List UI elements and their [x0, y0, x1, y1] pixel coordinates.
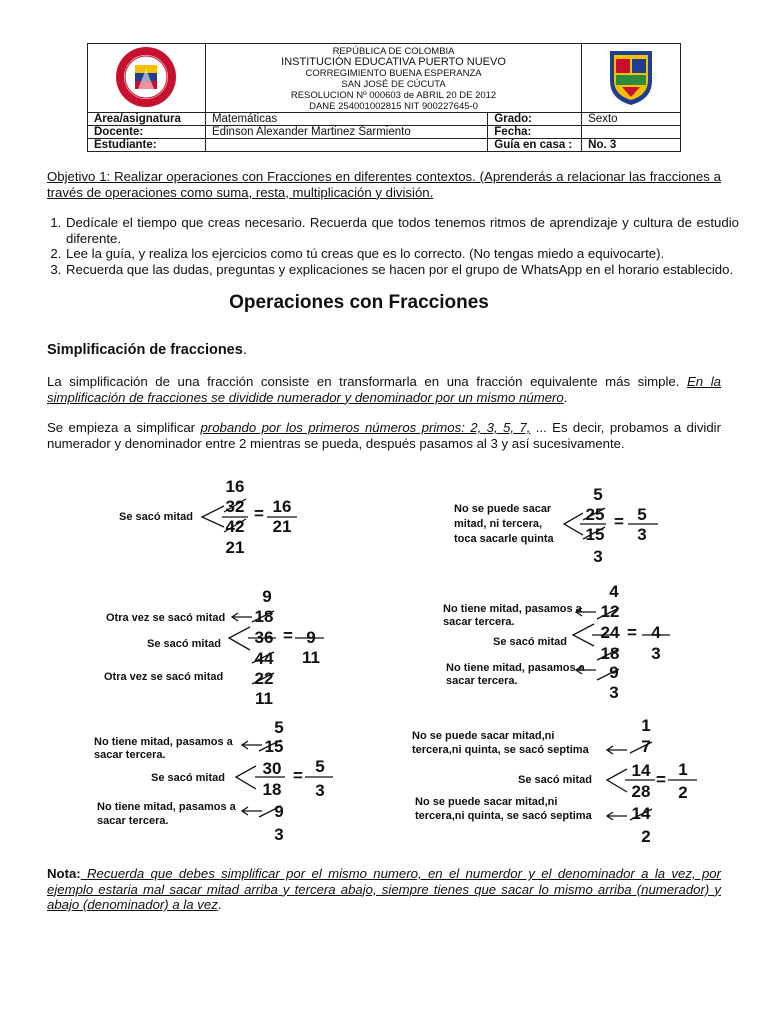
ex5-n2: 15: [264, 737, 284, 756]
ex6-label-top-2: tercera,ni quinta, se sacó septima: [412, 744, 589, 756]
guia-label: Guía en casa :: [488, 139, 582, 152]
ex3-num: 36: [254, 628, 274, 647]
dane-line: DANE 254001002815 NIT 900227645-0: [309, 101, 478, 112]
docente-label: Docente:: [88, 126, 206, 139]
school-logo-cell: [88, 44, 206, 113]
ex5-label-top-2: sacar tercera.: [94, 749, 166, 761]
ex5-label-bot-2: sacar tercera.: [97, 815, 169, 827]
ex1-result-num: 16: [272, 497, 292, 516]
ex2-label-2: mitad, ni tercera,: [454, 518, 543, 530]
rule-item: 2. Lee la guía, y realiza los ejercicios como tú creas que es lo correcto. (No tengas miedo a equivocarte).: [65, 246, 739, 262]
rule-item: 1. Dedícale el tiempo que creas necesario. Recuerda que todos tenemos ritmos de aprendizaje y cultura de estudio diferente.: [65, 215, 739, 246]
ex5-equals: =: [293, 766, 303, 785]
objective-text: Objetivo 1: Realizar operaciones con Fracciones en diferentes contextos. (Aprenderás a relacionar las fracciones a través de operaciones como suma, resta, multiplicación y división.: [47, 169, 721, 200]
ex2-equals: =: [614, 512, 624, 531]
fecha-label: Fecha:: [488, 126, 582, 139]
ex5-n1: 5: [274, 718, 284, 737]
ex5-d1: 3: [274, 825, 284, 844]
section-subtitle-text: Simplificación de fracciones: [47, 342, 243, 358]
ex3-n2: 18: [254, 607, 274, 626]
ex3-d1: 11: [255, 689, 273, 708]
ex4-label-bot-2: sacar tercera.: [446, 675, 518, 687]
institution-info: [205, 44, 581, 113]
ex5-label-bot-1: No tiene mitad, pasamos a: [97, 801, 236, 813]
definition-emphasis: En la simplificación de fracciones se dividide numerador y denominador por un mismo número: [47, 374, 721, 405]
ex4-d1: 3: [609, 683, 619, 702]
district-line: CORREGIMIENTO BUENA ESPERANZA: [305, 68, 482, 79]
ex1-bottom: 21: [225, 538, 245, 557]
note-end: .: [217, 897, 222, 912]
ex5-label-top-1: No tiene mitad, pasamos a: [94, 736, 233, 748]
ex5-num: 30: [262, 759, 282, 778]
ex3-d2: 22: [254, 669, 274, 688]
ex4-den: 18: [600, 644, 620, 663]
definition-plain: La simplificación de una fracción consiste en transformarla en una fracción equivalente más simple.: [47, 374, 687, 389]
ex4-n1: 4: [609, 582, 619, 601]
ex6-d1: 2: [641, 827, 651, 846]
note-paragraph: [47, 866, 721, 913]
ex2-num: 25: [585, 505, 605, 524]
ex2-result-num: 5: [637, 505, 647, 524]
definition-paragraph: [47, 374, 721, 405]
ex1-top: 16: [225, 477, 245, 496]
ex6-label-bot-1: No se puede sacar mitad,ni: [415, 796, 558, 808]
grado-value: Sexto: [582, 113, 681, 126]
page-title: Operaciones con Fracciones: [229, 292, 489, 313]
ex5-label-mid: Se sacó mitad: [151, 772, 225, 784]
estudiante-value: [205, 139, 487, 152]
ex6-label-mid: Se sacó mitad: [518, 774, 592, 786]
ex6-n2: 7: [641, 737, 651, 756]
ex5-d2: 9: [274, 802, 284, 821]
resolution-line: RESOLUCION Nº 000603 de ABRIL 20 DE 2012: [290, 90, 497, 101]
ex6-result-num: 1: [678, 760, 688, 779]
method-start: Se empieza a simplificar: [47, 420, 201, 435]
ex3-result-num: 9: [306, 628, 316, 647]
ex3-equals: =: [283, 626, 293, 645]
definition-end: .: [563, 389, 568, 405]
ex1-label: Se sacó mitad: [119, 511, 193, 523]
ex2-result-den: 3: [637, 525, 647, 544]
ex1-result-den: 21: [272, 517, 292, 536]
ex6-label-top-1: No se puede sacar mitad,ni: [412, 730, 555, 742]
ex3-label-top: Otra vez se sacó mitad: [106, 612, 226, 624]
ex4-equals: =: [627, 623, 637, 642]
country-line: REPÚBLICA DE COLOMBIA: [332, 46, 455, 57]
ex4-label-top-1: No tiene mitad, pasamos a: [443, 603, 582, 615]
ex5-den: 18: [262, 780, 282, 799]
ex6-num: 14: [631, 761, 651, 780]
city-line: SAN JOSÉ DE CÚCUTA: [341, 79, 446, 90]
ex3-den: 44: [254, 649, 274, 668]
ex4-label-mid: Se sacó mitad: [493, 636, 567, 648]
ex2-label-3: toca sacarle quinta: [454, 533, 554, 545]
docente-value: Edinson Alexander Martinez Sarmiento: [205, 126, 487, 139]
method-emphasis: probando por los primeros números primos: 2, 3, 5, 7,: [200, 420, 531, 435]
ex1-equals: =: [254, 504, 264, 523]
fecha-value: [582, 126, 681, 139]
rule-item: 3. Recuerda que las dudas, preguntas y explicaciones se hacen por el grupo de WhatsApp en el horario establecido.: [65, 262, 739, 278]
rules-list: [47, 215, 739, 277]
ex4-num: 24: [600, 623, 620, 642]
ex6-d2: 14: [631, 804, 651, 823]
note-text: Recuerda que debes simplificar por el mismo numero, en el numerdor y el denominador a la vez, por ejemplo estaria mal sacar mitad arriba y tercera abajo, siempre tienes que sacar lo mismo arriba (numerador) y abajo (denominador) a la vez: [47, 866, 721, 912]
header-table: [87, 43, 681, 152]
ex6-result-den: 2: [678, 783, 688, 802]
ex6-n1: 1: [641, 716, 651, 735]
institution-name: INSTITUCIÓN EDUCATIVA PUERTO NUEVO: [281, 56, 506, 68]
ex4-n2: 12: [600, 602, 620, 621]
ex3-result-den: 11: [302, 648, 320, 667]
ex3-label-mid: Se sacó mitad: [147, 638, 221, 650]
method-end: ... Es decir, probamos a dividir numerador y denominador entre 2 mientras se pueda, después pasamos al 3 y así sucesivamente.: [47, 420, 722, 451]
ex5-result-den: 3: [315, 781, 325, 800]
section-subtitle: [47, 342, 247, 358]
estudiante-label: Estudiante:: [88, 139, 206, 152]
ex3-n1: 9: [262, 587, 272, 606]
ex6-den: 28: [631, 782, 651, 801]
ex1-num: 32: [225, 497, 245, 516]
grado-label: Grado:: [488, 113, 582, 126]
school-logo: [114, 45, 178, 109]
ex2-top: 5: [593, 485, 603, 504]
ex4-result-num: 4: [651, 623, 661, 642]
ex2-bottom: 3: [593, 547, 603, 566]
note-label: Nota:: [47, 866, 81, 881]
guia-value: No. 3: [582, 139, 681, 152]
ex4-result-den: 3: [651, 644, 661, 663]
ex4-label-bot-1: No tiene mitad, pasamos a: [446, 662, 585, 674]
area-value: Matemáticas: [205, 113, 487, 126]
section-subtitle-end: .: [242, 342, 247, 358]
ex5-result-num: 5: [315, 757, 325, 776]
method-paragraph: [47, 420, 721, 451]
ex2-den: 15: [585, 525, 605, 544]
ex4-label-top-2: sacar tercera.: [443, 616, 515, 628]
ex6-label-bot-2: tercera,ni quinta, se sacó septima: [415, 810, 592, 822]
shield-logo-cell: [582, 44, 681, 113]
ex2-label-1: No se puede sacar: [454, 503, 552, 515]
city-shield-logo: [606, 47, 656, 107]
ex1-den: 42: [225, 517, 245, 536]
area-label: Area/asignatura: [88, 113, 206, 126]
ex6-equals: =: [656, 770, 666, 789]
ex3-label-bot: Otra vez se sacó mitad: [104, 671, 224, 683]
ex4-d2: 9: [609, 663, 619, 682]
